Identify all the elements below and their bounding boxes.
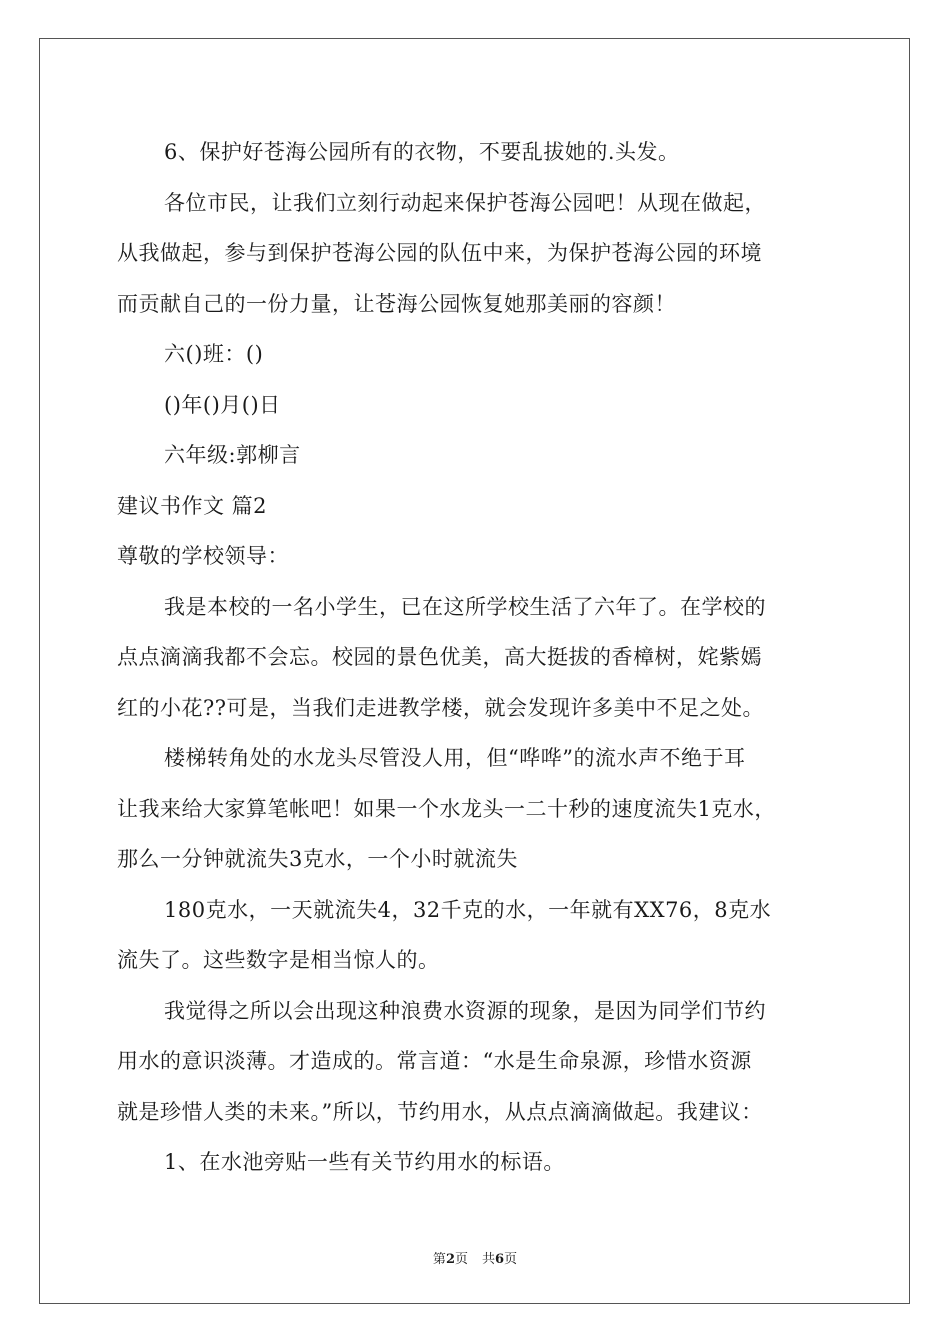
paragraph-line: 让我来给大家算笔帐吧！如果一个水龙头一二十秒的速度流失1克水， (117, 796, 776, 821)
salutation: 尊敬的学校领导： (117, 544, 289, 568)
page-prefix: 第 (432, 1252, 446, 1267)
paragraph-line: 我觉得之所以会出现这种浪费水资源的现象，是因为同学们节约 (164, 998, 766, 1023)
author-line: 六年级:郭柳言 (164, 443, 301, 467)
paragraph-line: 而贡献自己的一份力量，让苍海公园恢复她那美丽的容颜！ (117, 291, 676, 316)
document-body (117, 127, 837, 1188)
paragraph-line: 各位市民，让我们立刻行动起来保护苍海公园吧！从现在做起， (164, 190, 766, 215)
paragraph-line: 红的小花??可是，当我们走进教学楼，就会发现许多美中不足之处。 (117, 695, 765, 720)
paragraph-line: 点点滴滴我都不会忘。校园的景色优美，高大挺拔的香樟树，姹紫嫣 (117, 645, 762, 669)
paragraph-line: 6、保护好苍海公园所有的衣物，不要乱拔她的.头发。 (164, 140, 680, 164)
paragraph-line: 那么一分钟就流失3克水，一个小时就流失 (117, 847, 518, 871)
total-page-number: 6 (495, 1252, 505, 1267)
class-line: 六()班：() (164, 342, 264, 366)
current-page-number: 2 (445, 1252, 455, 1267)
total-suffix: 页 (504, 1252, 518, 1267)
paragraph-line: 就是珍惜人类的未来。”所以，节约用水，从点点滴滴做起。我建议： (117, 1099, 763, 1124)
paragraph-line: 楼梯转角处的水龙头尽管没人用，但“哗哗”的流水声不绝于耳 (164, 746, 746, 770)
paragraph-line: 从我做起，参与到保护苍海公园的队伍中来，为保护苍海公园的环境 (117, 241, 762, 265)
paragraph-line: 用水的意识淡薄。才造成的。常言道：“水是生命泉源，珍惜水资源 (117, 1049, 752, 1073)
paragraph-line: 我是本校的一名小学生，已在这所学校生活了六年了。在学校的 (164, 594, 766, 619)
page-suffix: 页 (454, 1252, 468, 1267)
section-heading: 建议书作文 篇2 (117, 493, 268, 518)
paragraph-line: 180克水，一天就流失4，32千克的水，一年就有XX76，8克水 (164, 897, 772, 922)
paragraph-line: 1、在水池旁贴一些有关节约用水的标语。 (164, 1150, 565, 1174)
total-prefix: 共 (482, 1252, 496, 1267)
date-line: ()年()月()日 (164, 392, 281, 417)
page-footer (0, 1248, 950, 1267)
paragraph-line: 流失了。这些数字是相当惊人的。 (117, 948, 440, 972)
